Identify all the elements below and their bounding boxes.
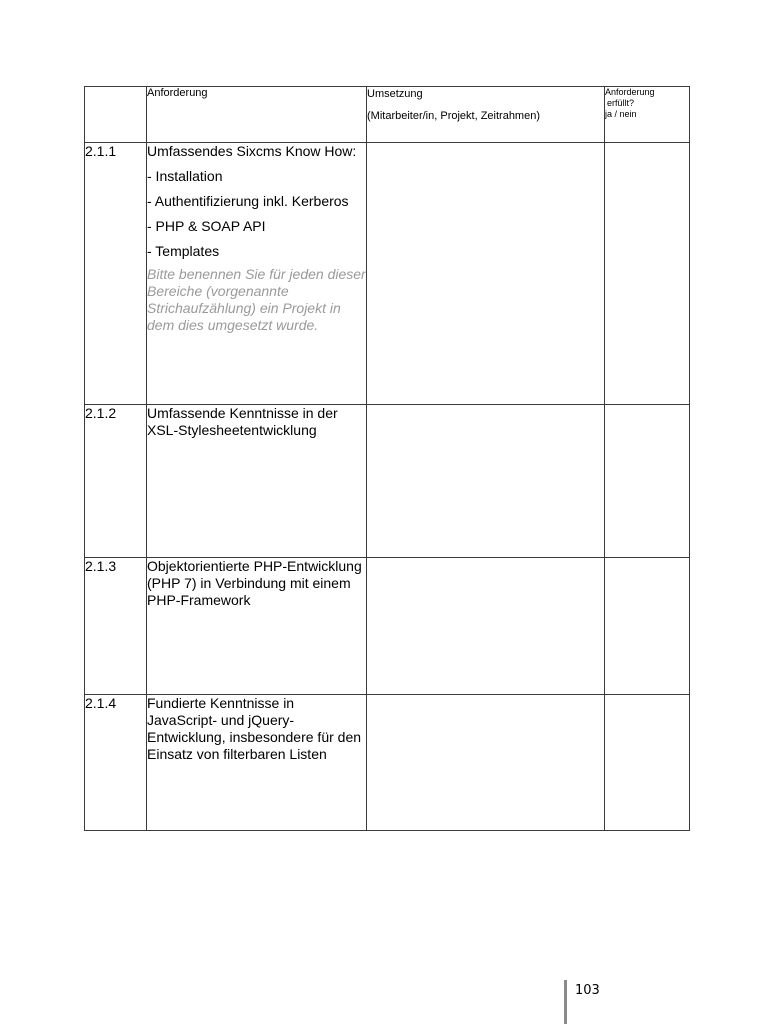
- header-fulfilled: [605, 87, 690, 143]
- requirement-title: Umfassende Kenntnisse in der XSL-Stylesheetentwicklung: [147, 405, 338, 438]
- header-fulfilled-line2: erfüllt?: [607, 98, 635, 108]
- requirement-bullet: - Authentifizierung inkl. Kerberos: [147, 193, 349, 209]
- table-row: [85, 143, 690, 405]
- requirement-cell: [147, 143, 367, 405]
- requirement-hint: Bitte benennen Sie für jeden dieser Bereiche (vorgenannte Strichaufzählung) ein Projekt in dem dies umgesetzt wurde.: [147, 266, 366, 333]
- table-row: [85, 695, 690, 831]
- requirement-bullet: - PHP & SOAP API: [147, 218, 266, 234]
- header-requirement: Anforderung: [147, 87, 367, 143]
- footer-divider: [564, 980, 567, 1024]
- requirement-bullet: - Templates: [147, 243, 220, 259]
- header-fulfilled-line1: Anforderung: [605, 87, 655, 97]
- requirements-table: [84, 86, 690, 831]
- header-implementation-subtitle: (Mitarbeiter/in, Projekt, Zeitrahmen): [367, 110, 540, 122]
- requirement-title: Objektorientierte PHP-Entwicklung (PHP 7) in Verbindung mit einem PHP-Framework: [147, 558, 362, 608]
- requirement-title: Umfassendes Sixcms Know How:: [147, 143, 357, 159]
- header-implementation-title: Umsetzung: [367, 88, 423, 100]
- requirement-cell: [147, 558, 367, 695]
- table-row: [85, 405, 690, 558]
- fulfilled-cell[interactable]: [605, 558, 690, 695]
- table-header-row: [85, 87, 690, 143]
- header-fulfilled-line3: ja / nein: [605, 109, 637, 119]
- requirement-title: Fundierte Kenntnisse in JavaScript- und jQuery-Entwicklung, insbesondere für den Einsatz von filterbaren Listen: [147, 695, 362, 762]
- implementation-cell[interactable]: [367, 558, 605, 695]
- row-number: 2.1.1: [85, 143, 147, 405]
- implementation-cell[interactable]: [367, 143, 605, 405]
- fulfilled-cell[interactable]: [605, 405, 690, 558]
- row-number: 2.1.4: [85, 695, 147, 831]
- implementation-cell[interactable]: [367, 695, 605, 831]
- table-row: [85, 558, 690, 695]
- header-implementation: [367, 87, 605, 143]
- fulfilled-cell[interactable]: [605, 695, 690, 831]
- requirement-cell: [147, 405, 367, 558]
- requirement-bullet: - Installation: [147, 168, 223, 184]
- page-number: 103: [575, 983, 600, 998]
- fulfilled-cell[interactable]: [605, 143, 690, 405]
- requirement-cell: [147, 695, 367, 831]
- header-number-cell: [85, 87, 147, 143]
- row-number: 2.1.2: [85, 405, 147, 558]
- implementation-cell[interactable]: [367, 405, 605, 558]
- row-number: 2.1.3: [85, 558, 147, 695]
